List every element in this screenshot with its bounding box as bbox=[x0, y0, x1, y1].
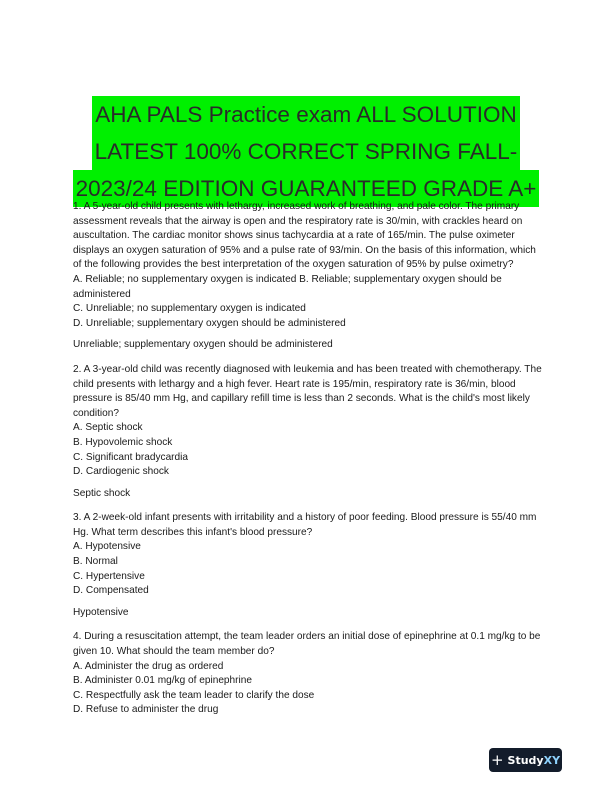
brand-prefix: Study bbox=[507, 753, 544, 767]
studyxy-watermark bbox=[489, 748, 562, 772]
option-a: A. Administer the drug as ordered bbox=[73, 660, 224, 672]
brand-suffix: XY bbox=[543, 753, 561, 767]
question-text: 1. A 5-year-old child presents with lethargy, increased work of breathing, and pale color. The primary assessment reveals that the airway is open and the respiratory rate is 30/min, with crackles heard on auscultation. The cardiac monitor shows sinus tachycardia at a rate of 165/min. The pulse oximeter displays an oxygen saturation of 95% and a pulse rate of 93/min. On the basis of this information, which of the following provides the best interpretation of the oxygen saturation of 95% by pulse oximetry? bbox=[73, 201, 536, 271]
option-d: D. Compensated bbox=[73, 585, 149, 597]
title-line-1: AHA PALS Practice exam ALL SOLUTION bbox=[92, 96, 519, 133]
option-c: C. Significant bradycardia bbox=[73, 451, 189, 463]
option-d: D. Refuse to administer the drug bbox=[73, 704, 219, 716]
question-text: 4. During a resuscitation attempt, the team leader orders an initial dose of epinephrine at 0.1 mg/kg to be given 10. What should the team member do? bbox=[73, 631, 541, 658]
option-c: C. Respectfully ask the team leader to clarify the dose bbox=[73, 689, 315, 701]
option-c: C. Unreliable; no supplementary oxygen is indicated bbox=[73, 303, 306, 315]
answer-text: Septic shock bbox=[73, 487, 131, 499]
plus-icon: + bbox=[490, 750, 504, 769]
option-b: B. Normal bbox=[73, 556, 118, 568]
answer-text: Hypotensive bbox=[73, 606, 129, 618]
option-b: B. Hypovolemic shock bbox=[73, 436, 173, 448]
option-a: A. Septic shock bbox=[73, 422, 143, 434]
question-text: 2. A 3-year-old child was recently diagnosed with leukemia and has been treated with chemotherapy. The child presents with lethargy and a high fever. Heart rate is 195/min, respiratory rate is 36/min, blood pressure is 85/40 mm Hg, and capillary refill time is less than 2 seconds. What is the child's most likely condition? bbox=[73, 363, 542, 419]
brand-name bbox=[508, 754, 561, 767]
question-1 bbox=[73, 200, 543, 353]
answer-text: Unreliable; supplementary oxygen should be administered bbox=[73, 339, 333, 351]
title-line-2: LATEST 100% CORRECT SPRING FALL- bbox=[92, 133, 521, 170]
option-d: D. Unreliable; supplementary oxygen should be administered bbox=[73, 317, 346, 329]
question-4 bbox=[73, 630, 543, 718]
title-line-3: 2023/24 EDITION GUARANTEED GRADE A+ bbox=[73, 170, 540, 207]
option-c: C. Hypertensive bbox=[73, 570, 145, 582]
document-title bbox=[0, 96, 612, 207]
question-list bbox=[73, 200, 543, 718]
option-b: B. Administer 0.01 mg/kg of epinephrine bbox=[73, 675, 252, 687]
question-2 bbox=[73, 363, 543, 501]
option-a: A. Hypotensive bbox=[73, 541, 141, 553]
option-d: D. Cardiogenic shock bbox=[73, 466, 169, 478]
question-text: 3. A 2-week-old infant presents with irritability and a history of poor feeding. Blood pressure is 55/40 mm Hg. What term describes this infant's blood pressure? bbox=[73, 512, 537, 538]
question-3 bbox=[73, 511, 543, 620]
option-a: A. Reliable; no supplementary oxygen is indicated B. Reliable; supplementary oxygen should be administered bbox=[73, 273, 502, 300]
